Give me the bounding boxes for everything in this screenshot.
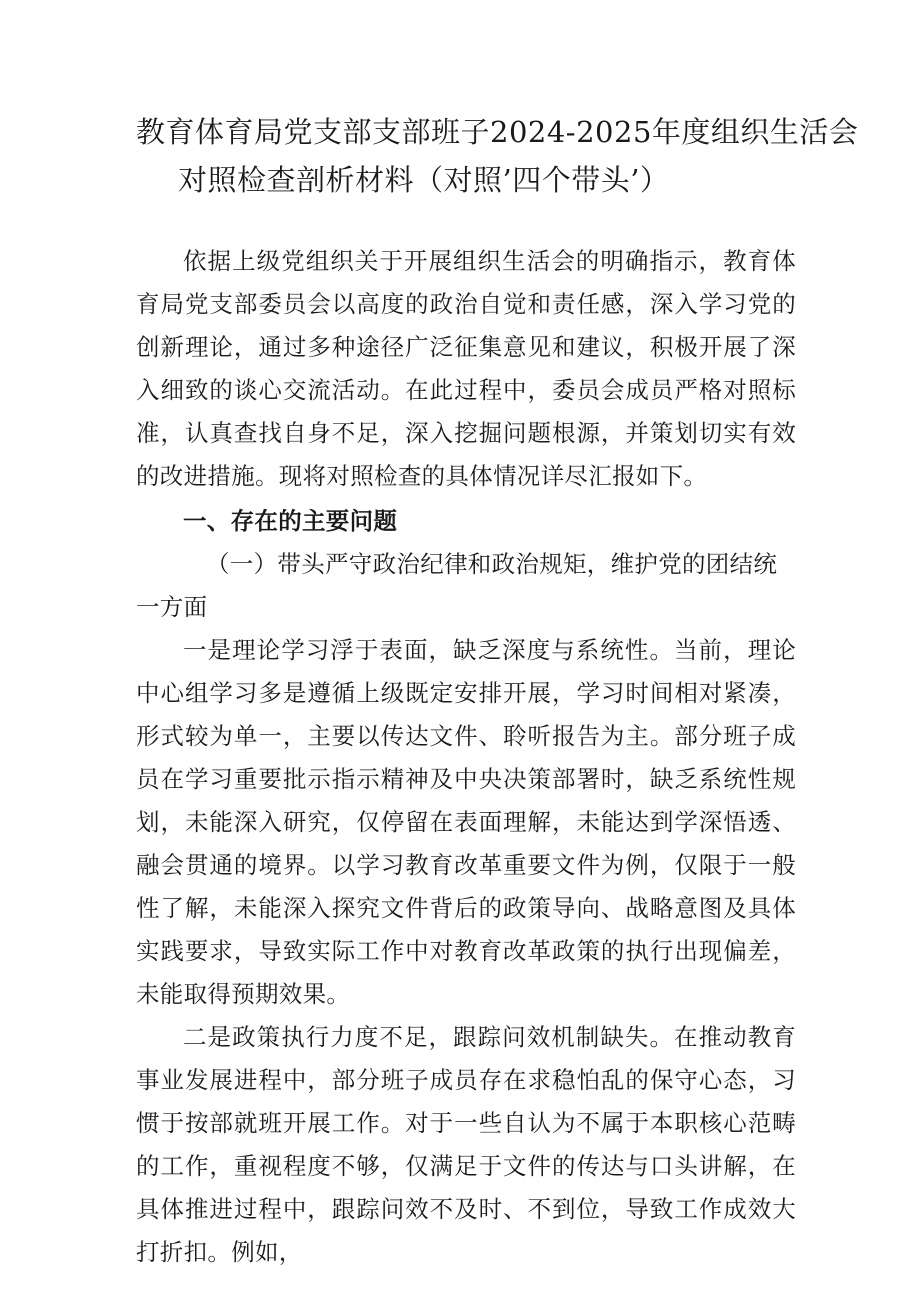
problem-paragraph-2: 二是政策执行力度不足，跟踪问效机制缺失。在推动教育事业发展进程中，部分班子成员存在求稳怕乱的保守心态，习惯于按部就班开展工作。对于一些自认为不属于本职核心范畴的工作，重视程度不够，仅满足于文件的传达与口头讲解，在具体推进过程中，跟踪问效不及时、不到位，导致工作成效大打折扣。例如， bbox=[136, 1023, 796, 1266]
title-line-1: 教育体育局党支部支部班子2024-2025年度组织生活会 bbox=[136, 115, 859, 149]
problem-paragraph-1: 一是理论学习浮于表面，缺乏深度与系统性。当前，理论中心组学习多是遵循上级既定安排开展，学习时间相对紧凑，形式较为单一，主要以传达文件、聆听报告为主。部分班子成员在学习重要批示指示精神及中央决策部署时，缺乏系统性规划，未能深入研究，仅停留在表面理解，未能达到学深悟透、融会贯通的境界。以学习教育改革重要文件为例，仅限于一般性了解，未能深入探究文件背后的政策导向、战略意图及具体实践要求，导致实际工作中对教育改革政策的执行出现偏差，未能取得预期效果。 bbox=[136, 636, 796, 1008]
title-line-2: 对照检查剖析材料（对照’四个带头’） bbox=[178, 163, 670, 197]
intro-paragraph: 依据上级党组织关于开展组织生活会的明确指示，教育体育局党支部委员会以高度的政治自觉和责任感，深入学习党的创新理论，通过多种途径广泛征集意见和建议，积极开展了深入细致的谈心交流活动。在此过程中，委员会成员严格对照标准，认真查找自身不足，深入挖掘问题根源，并策划切实有效的改进措施。现将对照检查的具体情况详尽汇报如下。 bbox=[136, 247, 796, 490]
document-body bbox=[136, 240, 796, 1274]
subsection-heading-1: （一）带头严守政治纪律和政治规矩，维护党的团结统一方面 bbox=[136, 550, 778, 621]
section-heading-1: 一、存在的主要问题 bbox=[183, 507, 398, 535]
document-title bbox=[136, 108, 859, 204]
